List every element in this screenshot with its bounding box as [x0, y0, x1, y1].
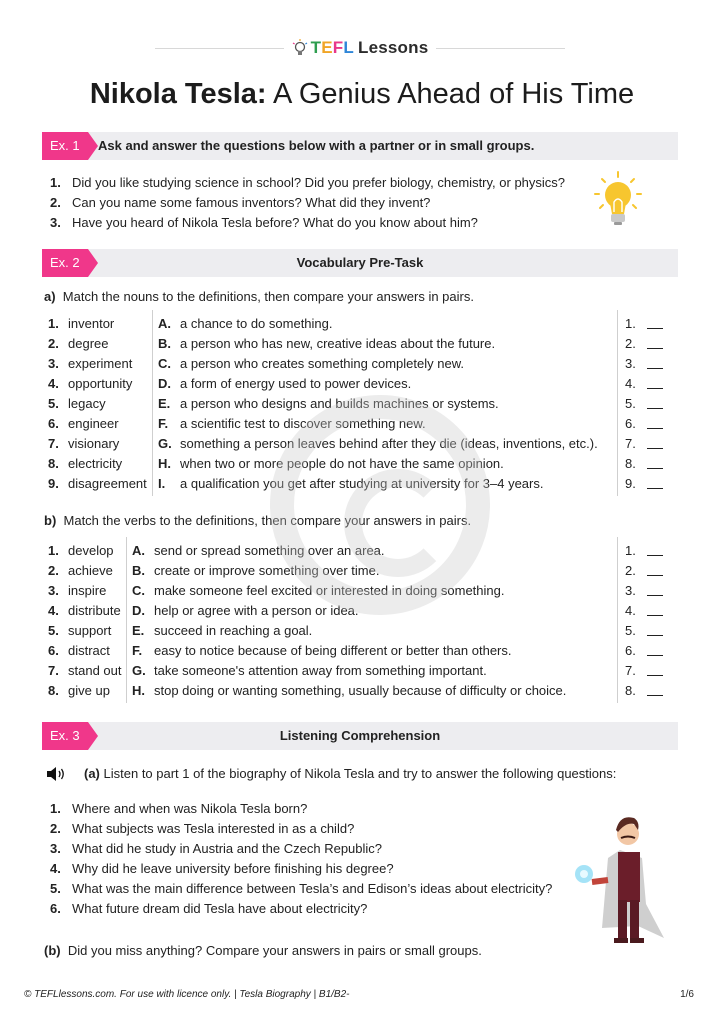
vocab-word: [48, 474, 150, 494]
answer-row: [625, 314, 663, 334]
question-item: [50, 799, 307, 819]
vocab-word: [48, 661, 124, 681]
definition-text: succeed in reaching a goal.: [154, 623, 313, 638]
answer-number: 9.: [625, 476, 636, 491]
vocab-definition: [158, 394, 598, 414]
question-number: 2.: [50, 821, 61, 836]
divider: [436, 48, 565, 49]
title-rest: A Genius Ahead of His Time: [266, 78, 635, 110]
vocab-definition: [158, 454, 598, 474]
answer-number: 6.: [625, 416, 636, 431]
answer-blank[interactable]: [647, 394, 663, 409]
question-text: Where and when was Nikola Tesla born?: [72, 801, 308, 816]
definition-text: when two or more people do not have the same opinion.: [180, 456, 504, 471]
word-number: 7.: [48, 663, 59, 678]
vocab-word: [48, 681, 124, 701]
divider: [126, 537, 127, 703]
answer-row: [625, 581, 663, 601]
definition-letter: A.: [132, 543, 145, 558]
question-item: [50, 879, 552, 899]
question-number: 2.: [50, 195, 61, 210]
vocab-word: [48, 394, 150, 414]
word-text: disagreement: [68, 476, 147, 491]
instruction-text: Listen to part 1 of the biography of Nikola Tesla and try to answer the following questions:: [103, 766, 617, 781]
footer: [24, 989, 694, 1000]
definition-text: make someone feel excited or interested in doing something.: [154, 583, 505, 598]
vocab-word: [48, 541, 124, 561]
exercise-badge: Ex. 1: [42, 132, 88, 160]
definition-text: a scientific test to discover something new.: [180, 416, 426, 431]
word-text: develop: [68, 543, 114, 558]
vocab-definition: [132, 601, 566, 621]
word-text: distract: [68, 643, 110, 658]
vocab-definition: [158, 414, 598, 434]
instruction-text: Match the nouns to the definitions, then compare your answers in pairs.: [62, 289, 474, 304]
answer-blank[interactable]: [647, 374, 663, 389]
vocab-word: [48, 581, 124, 601]
exercise-title: Listening Comprehension: [279, 728, 441, 743]
word-number: 5.: [48, 396, 59, 411]
question-item: [50, 173, 565, 193]
question-item: [50, 859, 394, 879]
word-text: support: [68, 623, 112, 638]
vocab-definition: [158, 374, 598, 394]
definition-letter: D.: [132, 603, 145, 618]
answer-number: 4.: [625, 603, 636, 618]
word-number: 2.: [48, 563, 59, 578]
answer-row: [625, 394, 663, 414]
word-number: 3.: [48, 583, 59, 598]
vocab-definition: [158, 474, 598, 494]
question-item: [50, 899, 367, 919]
question-number: 3.: [50, 841, 61, 856]
vocab-word: [48, 414, 150, 434]
question-number: 6.: [50, 901, 61, 916]
question-item: [50, 213, 478, 233]
page-number: 1/6: [680, 989, 694, 1000]
definition-letter: A.: [158, 316, 171, 331]
question-number: 4.: [50, 861, 61, 876]
vocab-definition-list: [158, 314, 598, 494]
definition-text: take someone's attention away from something important.: [154, 663, 487, 678]
definition-text: a chance to do something.: [180, 316, 333, 331]
part-label: (a): [84, 766, 100, 781]
word-text: inspire: [68, 583, 107, 598]
word-number: 1.: [48, 316, 59, 331]
answer-number: 2.: [625, 336, 636, 351]
vocab-word-list: [48, 541, 124, 701]
answer-row: [625, 561, 663, 581]
definition-letter: E.: [132, 623, 145, 638]
logo-bulb-icon: [292, 39, 308, 57]
vocab-definition: [132, 681, 566, 701]
word-number: 8.: [48, 683, 59, 698]
footer-copyright: © TEFLlessons.com. For use with licence only. | Tesla Biography | B1/B2-: [24, 989, 350, 1000]
word-text: engineer: [68, 416, 119, 431]
logo-text: Lessons: [357, 38, 429, 57]
question-number: 1.: [50, 801, 61, 816]
question-text: Have you heard of Nikola Tesla before? What do you know about him?: [72, 215, 478, 230]
word-text: visionary: [68, 436, 120, 451]
answer-blank[interactable]: [647, 414, 663, 429]
vocab-word: [48, 621, 124, 641]
logo-letter: L: [343, 38, 354, 57]
word-text: legacy: [68, 396, 106, 411]
answer-row: [625, 601, 663, 621]
answer-row: [625, 621, 663, 641]
question-number: 5.: [50, 881, 61, 896]
tefl-logo: [284, 38, 437, 58]
part-b-instruction: [44, 943, 482, 958]
definition-letter: G.: [132, 663, 146, 678]
speaker-icon[interactable]: [46, 767, 66, 781]
vocab-word: [48, 374, 150, 394]
definition-letter: H.: [158, 456, 171, 471]
definition-letter: F.: [132, 643, 143, 658]
exercise-1-header: [42, 132, 678, 160]
definition-text: easy to notice because of being different or better than others.: [154, 643, 512, 658]
answer-row: [625, 354, 663, 374]
question-text: Can you name some famous inventors? What did they invent?: [72, 195, 431, 210]
vocab-definition: [132, 561, 566, 581]
answer-number: 2.: [625, 563, 636, 578]
question-text: What did he study in Austria and the Czech Republic?: [72, 841, 383, 856]
answer-number: 8.: [625, 456, 636, 471]
definition-letter: B.: [132, 563, 145, 578]
definition-letter: H.: [132, 683, 145, 698]
answer-blank[interactable]: [647, 354, 663, 369]
answer-number: 8.: [625, 683, 636, 698]
word-text: achieve: [68, 563, 113, 578]
answer-row: [625, 641, 663, 661]
vocab-definition: [132, 621, 566, 641]
part-label: (b): [44, 943, 61, 958]
vocab-word: [48, 641, 124, 661]
answer-list: [625, 541, 663, 701]
answer-blank[interactable]: [647, 434, 663, 449]
definition-text: a qualification you get after studying at university for 3–4 years.: [180, 476, 544, 491]
definition-text: a person who creates something completely new.: [180, 356, 464, 371]
answer-blank[interactable]: [647, 601, 663, 616]
answer-number: 3.: [625, 583, 636, 598]
word-number: 9.: [48, 476, 59, 491]
answer-blank[interactable]: [647, 334, 663, 349]
question-text: What was the main difference between Tesla’s and Edison’s ideas about electricity?: [72, 881, 553, 896]
vocab-definition-list: [132, 541, 566, 701]
answer-number: 6.: [625, 643, 636, 658]
logo-row: [155, 36, 565, 60]
answer-blank[interactable]: [647, 561, 663, 576]
word-text: give up: [68, 683, 110, 698]
part-a-instruction: [44, 289, 474, 304]
vocab-word: [48, 561, 124, 581]
word-number: 3.: [48, 356, 59, 371]
question-text: What subjects was Tesla interested in as a child?: [72, 821, 355, 836]
vocab-word: [48, 314, 150, 334]
instruction-text: Match the verbs to the definitions, then compare your answers in pairs.: [63, 513, 472, 528]
word-number: 5.: [48, 623, 59, 638]
vocab-word: [48, 454, 150, 474]
word-text: electricity: [68, 456, 123, 471]
exercise-3-header: [42, 722, 678, 750]
answer-row: [625, 454, 663, 474]
exercise-title: Vocabulary Pre-Task: [296, 255, 424, 270]
exercise-2-header: [42, 249, 678, 277]
answer-row: [625, 374, 663, 394]
definition-letter: G.: [158, 436, 172, 451]
answer-blank[interactable]: [647, 581, 663, 596]
answer-number: 4.: [625, 376, 636, 391]
definition-text: help or agree with a person or idea.: [154, 603, 359, 618]
word-number: 4.: [48, 376, 59, 391]
lightbulb-icon: [590, 170, 646, 232]
vocab-word-list: [48, 314, 150, 494]
part-label: a): [44, 289, 56, 304]
word-number: 6.: [48, 416, 59, 431]
logo-letter: F: [332, 38, 344, 57]
answer-row: [625, 434, 663, 454]
part-b-instruction: [44, 513, 471, 528]
word-number: 6.: [48, 643, 59, 658]
definition-letter: C.: [132, 583, 145, 598]
definition-text: a form of energy used to power devices.: [180, 376, 412, 391]
answer-number: 5.: [625, 623, 636, 638]
definition-letter: E.: [158, 396, 171, 411]
vocab-definition: [158, 314, 598, 334]
definition-text: something a person leaves behind after they die (ideas, inventions, etc.).: [180, 436, 598, 451]
divider: [617, 537, 618, 703]
vocab-word: [48, 601, 124, 621]
answer-number: 7.: [625, 663, 636, 678]
divider: [155, 48, 284, 49]
tesla-illustration: [568, 808, 688, 958]
vocab-word: [48, 354, 150, 374]
answer-number: 3.: [625, 356, 636, 371]
definition-letter: B.: [158, 336, 171, 351]
answer-blank[interactable]: [647, 541, 663, 556]
answer-blank[interactable]: [647, 661, 663, 676]
answer-blank[interactable]: [647, 621, 663, 636]
answer-blank[interactable]: [647, 641, 663, 656]
word-number: 7.: [48, 436, 59, 451]
question-number: 1.: [50, 175, 61, 190]
question-item: [50, 819, 354, 839]
answer-number: 1.: [625, 543, 636, 558]
answer-list: [625, 314, 663, 494]
answer-row: [625, 541, 663, 561]
word-text: stand out: [68, 663, 122, 678]
word-number: 8.: [48, 456, 59, 471]
question-text: Why did he leave university before finishing his degree?: [72, 861, 394, 876]
definition-letter: C.: [158, 356, 171, 371]
instruction-text: Did you miss anything? Compare your answers in pairs or small groups.: [67, 943, 482, 958]
vocab-definition: [158, 354, 598, 374]
exercise-instruction: Ask and answer the questions below with a partner or in small groups.: [98, 138, 535, 153]
word-number: 4.: [48, 603, 59, 618]
definition-letter: D.: [158, 376, 171, 391]
definition-letter: I.: [158, 476, 166, 491]
word-number: 2.: [48, 336, 59, 351]
question-item: [50, 839, 382, 859]
part-label: b): [44, 513, 57, 528]
answer-row: [625, 681, 663, 701]
answer-blank[interactable]: [647, 454, 663, 469]
vocab-definition: [132, 581, 566, 601]
word-text: experiment: [68, 356, 133, 371]
vocab-definition: [132, 661, 566, 681]
vocab-word: [48, 434, 150, 454]
page-title: [0, 78, 724, 111]
vocab-definition: [132, 541, 566, 561]
word-text: degree: [68, 336, 109, 351]
question-number: 3.: [50, 215, 61, 230]
word-text: inventor: [68, 316, 115, 331]
question-text: Did you like studying science in school? Did you prefer biology, chemistry, or physics?: [72, 175, 566, 190]
vocab-definition: [158, 334, 598, 354]
vocab-definition: [132, 641, 566, 661]
answer-number: 1.: [625, 316, 636, 331]
definition-text: a person who has new, creative ideas about the future.: [180, 336, 496, 351]
word-text: opportunity: [68, 376, 133, 391]
title-bold: Nikola Tesla:: [89, 78, 267, 110]
answer-row: [625, 334, 663, 354]
answer-row: [625, 661, 663, 681]
question-item: [50, 193, 430, 213]
answer-row: [625, 474, 663, 494]
vocab-definition: [158, 434, 598, 454]
answer-number: 7.: [625, 436, 636, 451]
divider: [152, 310, 153, 496]
answer-blank[interactable]: [647, 474, 663, 489]
definition-letter: F.: [158, 416, 169, 431]
exercise-badge: Ex. 2: [42, 249, 88, 277]
answer-blank[interactable]: [647, 681, 663, 696]
exercise-badge: Ex. 3: [42, 722, 88, 750]
answer-blank[interactable]: [647, 314, 663, 329]
logo-letter: E: [321, 38, 333, 57]
divider: [617, 310, 618, 496]
answer-number: 5.: [625, 396, 636, 411]
definition-text: a person who designs and builds machines or systems.: [180, 396, 499, 411]
question-text: What future dream did Tesla have about electricity?: [72, 901, 368, 916]
word-text: distribute: [68, 603, 121, 618]
word-number: 1.: [48, 543, 59, 558]
definition-text: create or improve something over time.: [154, 563, 380, 578]
answer-row: [625, 414, 663, 434]
definition-text: stop doing or wanting something, usually because of difficulty or choice.: [154, 683, 567, 698]
logo-letter: T: [310, 38, 322, 57]
definition-text: send or spread something over an area.: [154, 543, 385, 558]
listening-instruction: [46, 766, 616, 781]
vocab-word: [48, 334, 150, 354]
